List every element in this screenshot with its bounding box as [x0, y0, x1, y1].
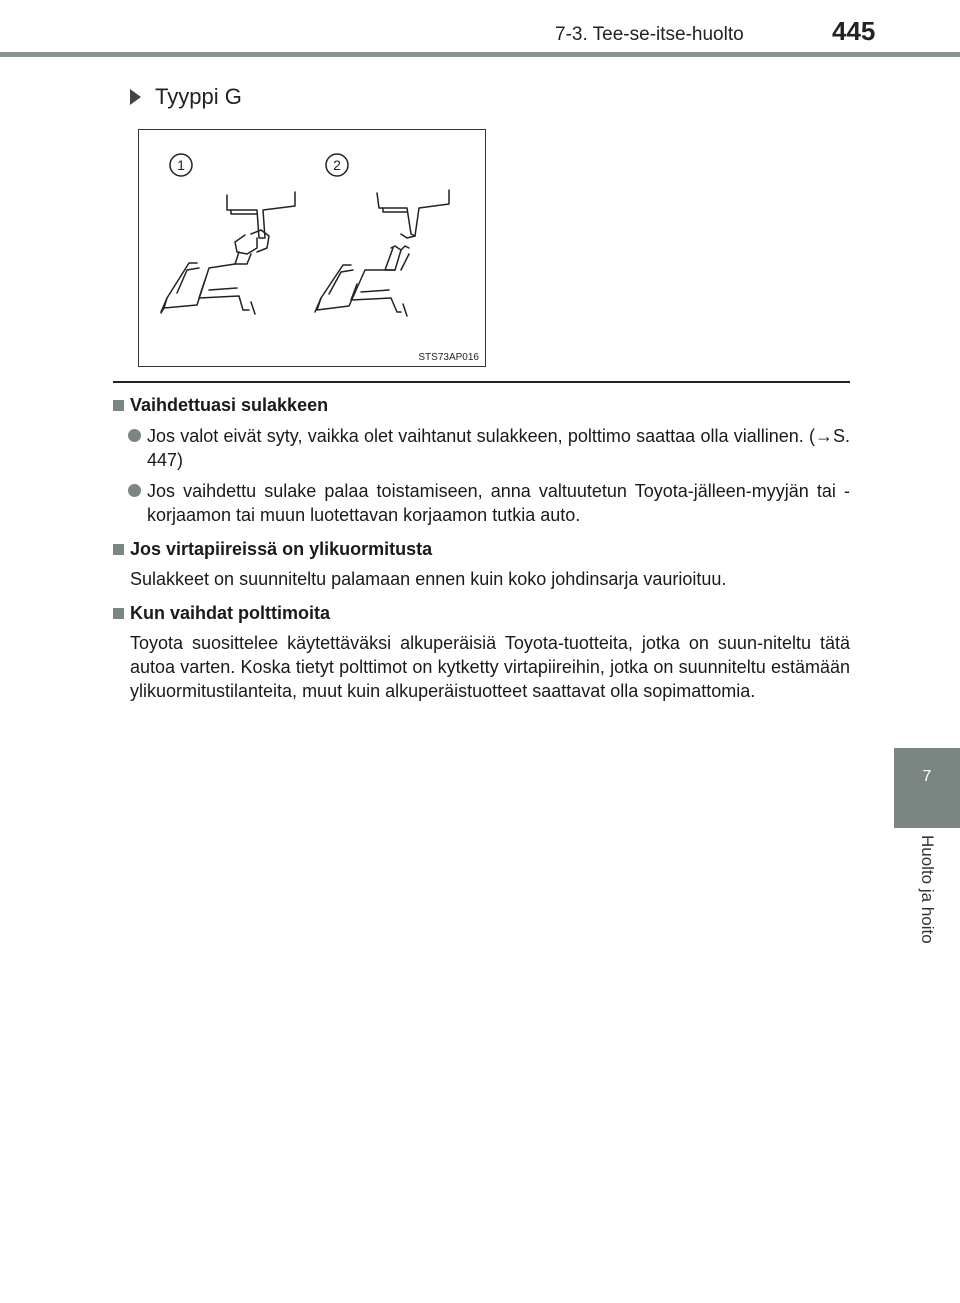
bullet-text: Jos vaihdettu sulake palaa toistamiseen, anna valtuutetun Toyota-jälleen-myyjän tai -korjaamon tai muun luotettavan korjaamon tutkia auto. [147, 481, 850, 525]
triangle-bullet-icon [130, 89, 141, 105]
circle-bullet-icon [128, 429, 141, 442]
content [113, 393, 850, 703]
figure-code: STS73AP016 [418, 352, 479, 363]
fuse-illustration [138, 129, 486, 367]
section-heading [113, 537, 850, 561]
figure-heading-text: Tyyppi G [155, 84, 242, 109]
square-bullet-icon [113, 544, 124, 555]
square-bullet-icon [113, 608, 124, 619]
section-heading [113, 601, 850, 625]
header-rule [0, 52, 960, 57]
chapter-number: 7 [922, 768, 932, 785]
chapter-tab [894, 748, 960, 828]
fuse-blown-icon [315, 190, 449, 316]
square-bullet-icon [113, 400, 124, 411]
section-paragraph: Sulakkeet on suunniteltu palamaan ennen kuin koko johdinsarja vaurioituu. [130, 569, 727, 589]
fuse-good-icon [161, 192, 295, 314]
section-heading-text: Vaihdettuasi sulakkeen [130, 395, 329, 415]
circle-bullet-icon [128, 484, 141, 497]
figure-heading [130, 84, 242, 110]
bullet-item [113, 479, 850, 527]
section-heading-text: Jos virtapiireissä on ylikuormitusta [130, 539, 433, 559]
section-paragraph: Toyota suosittelee käytettäväksi alkuperäisiä Toyota-tuotteita, jotka on suun-niteltu tätä autoa varten. Koska tietyt polttimot on kytketty virtapiireihin, jotka on suunniteltu estämään ylikuormitustilanteita, muut kuin alkuperäistuotteet saattavat olla sopimattomia. [130, 633, 850, 701]
section-heading-text: Kun vaihdat polttimoita [130, 603, 330, 623]
figure-label-2: 2 [333, 157, 341, 173]
bullet-item [113, 424, 850, 472]
section-divider [113, 381, 850, 383]
page-number: 445 [832, 16, 876, 46]
section-title: 7-3. Tee-se-itse-huolto [555, 24, 744, 45]
figure-label-1: 1 [177, 157, 185, 173]
section-heading [113, 393, 850, 417]
chapter-title: Huolto ja hoito [918, 835, 937, 944]
bullet-text: Jos valot eivät syty, vaikka olet vaihtanut sulakkeen, polttimo saattaa olla viallinen. (→S. 447) [147, 426, 850, 470]
fuse-drawing [139, 130, 485, 366]
